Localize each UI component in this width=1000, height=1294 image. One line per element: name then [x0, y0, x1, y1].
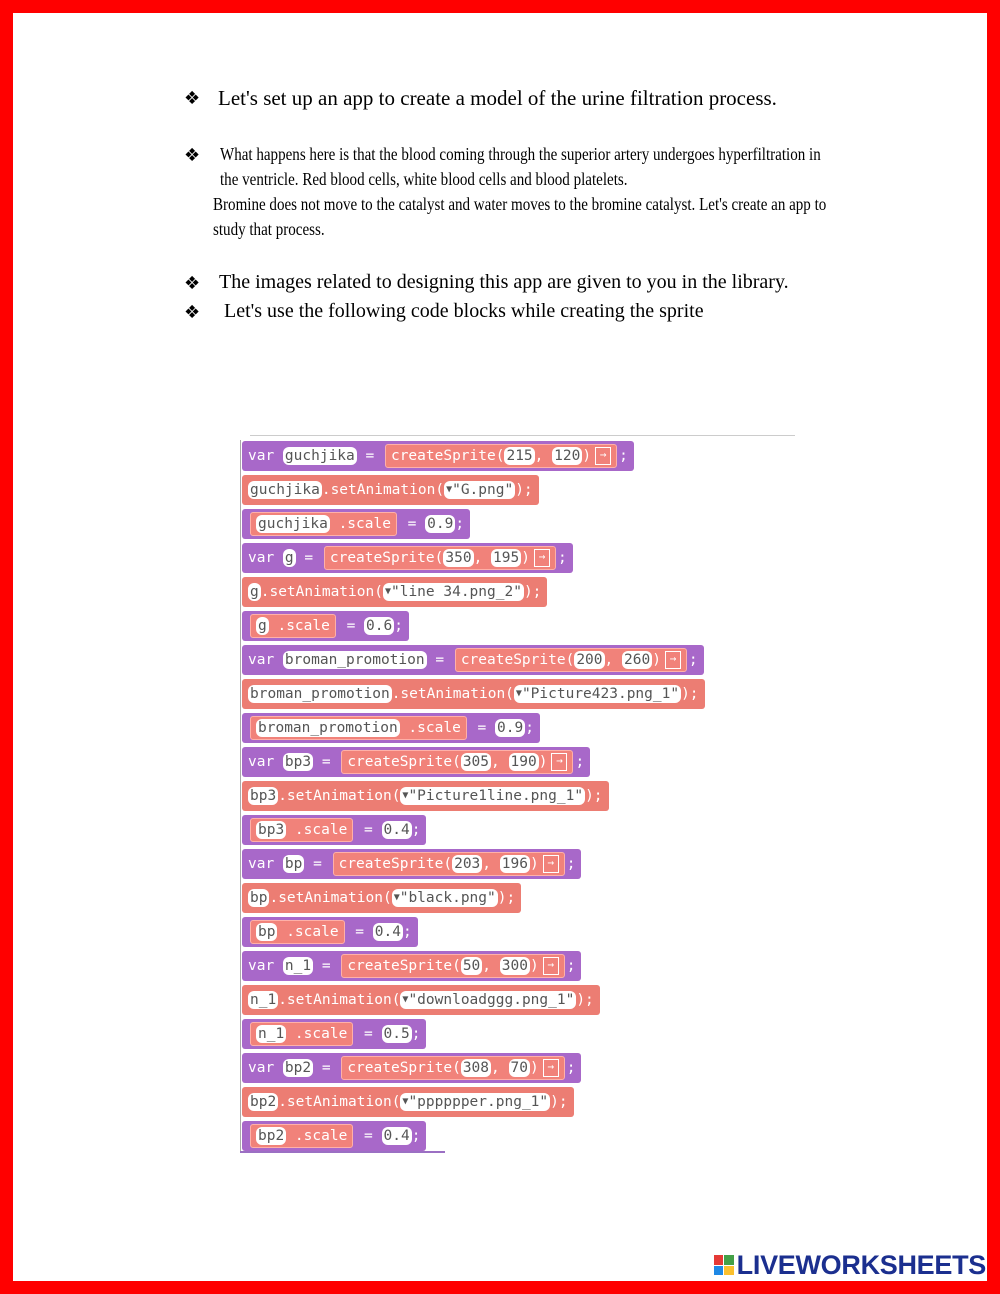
create-sprite-call — [341, 750, 573, 774]
sprite-scale-property — [250, 1022, 353, 1046]
create-sprite-call — [333, 852, 565, 876]
code-token: , — [604, 652, 622, 668]
scale-value-field: 0.4 — [374, 924, 401, 940]
y-value-field: 195 — [493, 550, 520, 566]
code-token: ; — [557, 550, 567, 566]
x-value-field: 203 — [454, 856, 481, 872]
code-token: = — [356, 448, 383, 464]
set-animation-block[interactable] — [242, 1087, 574, 1117]
animation-name: "pppppper.png_1" — [408, 1094, 549, 1110]
set-animation-block[interactable] — [242, 577, 547, 607]
scale-assignment-block[interactable] — [242, 815, 426, 845]
code-token: = — [295, 550, 322, 566]
sprite-scale-property — [250, 1124, 353, 1148]
code-token: = — [468, 720, 495, 736]
scale-assignment-block[interactable] — [242, 509, 470, 539]
code-token: .scale — [399, 720, 461, 736]
code-token: .scale — [277, 924, 339, 940]
scale-value-field: 0.4 — [383, 822, 410, 838]
code-token: = — [426, 652, 453, 668]
code-token: var — [248, 958, 283, 974]
code-token: = — [355, 1026, 382, 1042]
sprite-name-field: bp2 — [250, 1094, 277, 1110]
x-value-field: 350 — [445, 550, 472, 566]
dropdown-arrow-icon: ▼ — [515, 688, 522, 699]
animation-name: "line 34.png_2" — [390, 584, 522, 600]
sprite-scale-property — [250, 614, 336, 638]
sprite-name-field: n_1 — [250, 992, 277, 1008]
y-value-field: 70 — [510, 1060, 528, 1076]
create-sprite-call — [341, 954, 564, 978]
code-token: ) — [529, 1060, 539, 1076]
code-token: .setAnimation( — [278, 1094, 401, 1110]
sprite-name-field: bp3 — [258, 822, 285, 838]
sprite-scale-property — [250, 920, 345, 944]
code-token: var — [248, 652, 283, 668]
code-token: createSprite( — [460, 652, 575, 668]
sprite-name-field: bp3 — [250, 788, 277, 804]
code-token: ; — [411, 1026, 421, 1042]
animation-dropdown — [400, 787, 585, 805]
code-token: = — [346, 924, 373, 940]
logo-square — [714, 1255, 724, 1265]
var-create-sprite-block[interactable] — [242, 951, 581, 981]
code-token: ); — [515, 482, 533, 498]
code-token: ; — [575, 754, 585, 770]
code-token: = — [398, 516, 426, 532]
x-value-field: 200 — [576, 652, 603, 668]
var-create-sprite-block[interactable] — [242, 747, 590, 777]
code-token: ); — [681, 686, 699, 702]
animation-dropdown — [383, 583, 524, 601]
arrow-button-icon: → — [543, 855, 559, 873]
sprite-scale-property — [250, 716, 467, 740]
code-token: .setAnimation( — [278, 788, 401, 804]
liveworksheets-logo-icon — [714, 1255, 734, 1275]
code-token: var — [248, 856, 283, 872]
scale-value-field: 0.4 — [383, 1128, 410, 1144]
sprite-name-field: bp — [258, 924, 276, 940]
sprite-name-field: n_1 — [258, 1026, 285, 1042]
var-create-sprite-block[interactable] — [242, 645, 704, 675]
code-token: ; — [394, 618, 403, 634]
scale-value-field: 0.5 — [383, 1026, 410, 1042]
code-token: ; — [688, 652, 698, 668]
animation-name: "Picture423.png_1" — [521, 686, 680, 702]
animation-dropdown — [400, 1093, 550, 1111]
code-token: .setAnimation( — [260, 584, 383, 600]
create-sprite-call — [341, 1056, 564, 1080]
scale-assignment-block[interactable] — [242, 1019, 426, 1049]
code-token: = — [313, 1060, 340, 1076]
sprite-name-field: broman_promotion — [250, 686, 390, 702]
scale-assignment-block[interactable] — [242, 917, 418, 947]
code-token: var — [248, 754, 283, 770]
y-value-field: 260 — [623, 652, 651, 668]
dropdown-arrow-icon: ▼ — [446, 484, 453, 495]
arrow-button-icon: → — [551, 753, 567, 771]
sprite-name-field: bp2 — [258, 1128, 285, 1144]
code-token: .scale — [286, 822, 348, 838]
sprite-name-field: bp — [250, 890, 268, 906]
arrow-button-icon: → — [543, 1059, 559, 1077]
diamond-bullet-icon: ❖ — [184, 273, 201, 294]
code-token: .scale — [286, 1128, 348, 1144]
animation-dropdown — [400, 991, 576, 1009]
code-token: ); — [523, 584, 542, 600]
code-token: ); — [550, 1094, 568, 1110]
var-create-sprite-block[interactable] — [242, 543, 573, 573]
sprite-name-field: guchjika — [250, 482, 320, 498]
code-token: createSprite( — [347, 1060, 461, 1076]
animation-dropdown — [514, 685, 681, 703]
sprite-name-field: broman_promotion — [258, 720, 398, 736]
dropdown-arrow-icon: ▼ — [402, 1096, 409, 1107]
code-token: ; — [402, 924, 412, 940]
code-token: var — [248, 448, 283, 464]
scale-assignment-block[interactable] — [242, 611, 409, 641]
x-value-field: 215 — [506, 448, 533, 464]
var-create-sprite-block[interactable] — [242, 1053, 581, 1083]
variable-name-field: g — [284, 550, 294, 566]
code-token: ); — [585, 788, 603, 804]
arrow-button-icon: → — [543, 957, 559, 975]
code-token: = — [355, 822, 382, 838]
code-token: ) — [538, 754, 548, 770]
sprite-scale-property — [250, 512, 397, 536]
diamond-bullet-icon: ❖ — [184, 302, 201, 323]
code-token: , — [482, 856, 500, 872]
diamond-bullet-icon: ❖ — [184, 145, 201, 166]
code-token: ; — [566, 856, 576, 872]
code-token: ; — [411, 1128, 421, 1144]
sprite-scale-property — [250, 818, 353, 842]
code-token: = — [313, 754, 340, 770]
code-token: ; — [619, 448, 628, 464]
create-sprite-call — [455, 648, 687, 672]
create-sprite-call — [385, 444, 617, 468]
var-create-sprite-block[interactable] — [242, 441, 634, 471]
variable-name-field: bp — [284, 856, 303, 872]
scale-value-field: 0.6 — [366, 618, 393, 634]
x-value-field: 308 — [462, 1060, 490, 1076]
code-token: ; — [566, 1060, 576, 1076]
variable-name-field: broman_promotion — [284, 652, 425, 668]
sprite-name-field: g — [250, 584, 259, 600]
y-value-field: 196 — [501, 856, 528, 872]
animation-name: "black.png" — [399, 890, 496, 906]
code-token: .scale — [268, 618, 330, 634]
x-value-field: 50 — [462, 958, 481, 974]
animation-dropdown — [392, 889, 498, 907]
set-animation-block[interactable] — [242, 883, 521, 913]
scale-assignment-block[interactable] — [242, 1121, 426, 1151]
y-value-field: 120 — [554, 448, 581, 464]
set-animation-block[interactable] — [242, 781, 609, 811]
code-token: createSprite( — [347, 754, 461, 770]
arrow-button-icon: → — [534, 549, 550, 567]
code-token: .setAnimation( — [278, 992, 401, 1008]
code-token: , — [491, 1060, 509, 1076]
animation-name: "Picture1line.png_1" — [408, 788, 584, 804]
code-token: ; — [525, 720, 534, 736]
logo-text: LIVEWORKSHEETS — [736, 1249, 986, 1280]
y-value-field: 190 — [510, 754, 537, 770]
code-token: .setAnimation( — [269, 890, 392, 906]
variable-name-field: guchjika — [284, 448, 355, 464]
code-token: createSprite( — [338, 856, 453, 872]
code-token: = — [304, 856, 331, 872]
code-token: .scale — [329, 516, 391, 532]
diamond-bullet-icon: ❖ — [184, 88, 201, 109]
code-token: ) — [529, 856, 539, 872]
arrow-button-icon: → — [665, 651, 681, 669]
arrow-button-icon: → — [595, 447, 611, 465]
variable-name-field: bp2 — [284, 1060, 312, 1076]
dropdown-arrow-icon: ▼ — [402, 790, 409, 801]
bullet-code-blocks-text: Let's use the following code blocks while creating the sprite — [224, 300, 704, 322]
code-token: ) — [652, 652, 661, 668]
code-token: ) — [529, 958, 539, 974]
set-animation-block[interactable] — [242, 475, 539, 505]
code-token: ; — [566, 958, 576, 974]
dropdown-arrow-icon: ▼ — [393, 892, 400, 903]
set-animation-block[interactable] — [242, 679, 705, 709]
set-animation-block[interactable] — [242, 985, 600, 1015]
variable-name-field: bp3 — [284, 754, 312, 770]
code-token: , — [491, 754, 509, 770]
code-token: createSprite( — [347, 958, 461, 974]
code-area-bottom-edge — [240, 1151, 445, 1153]
code-token: var — [248, 1060, 283, 1076]
bullet-intro-text: Let's set up an app to create a model of the urine filtration process. — [218, 86, 777, 110]
code-token: createSprite( — [390, 448, 505, 464]
sprite-name-field: g — [258, 618, 267, 634]
code-blocks-screenshot — [240, 435, 795, 1151]
code-token: = — [355, 1128, 382, 1144]
logo-square — [714, 1266, 724, 1276]
code-token: = — [313, 958, 340, 974]
code-token: ) — [582, 448, 592, 464]
code-token: ) — [521, 550, 530, 566]
scale-assignment-block[interactable] — [242, 713, 540, 743]
scale-value-field: 0.9 — [497, 720, 524, 736]
description-line-3: Bromine does not move to the catalyst and water moves to the bromine catalyst. Let's create an app to — [213, 194, 827, 214]
code-token: ; — [455, 516, 465, 532]
dropdown-arrow-icon: ▼ — [402, 994, 409, 1005]
code-token: var — [248, 550, 283, 566]
description-line-2: the ventricle. Red blood cells, white blood cells and blood platelets. — [220, 169, 628, 189]
code-token: ); — [497, 890, 516, 906]
code-token: = — [337, 618, 365, 634]
description-line-1: What happens here is that the blood coming through the superior artery undergoes hyperfiltration in — [220, 144, 821, 164]
code-token: ; — [411, 822, 421, 838]
logo-square — [724, 1266, 734, 1276]
code-token: .setAnimation( — [321, 482, 445, 498]
code-token: ); — [576, 992, 594, 1008]
code-token: .setAnimation( — [391, 686, 514, 702]
dropdown-arrow-icon: ▼ — [384, 586, 391, 597]
code-token: , — [482, 958, 500, 974]
description-line-4: study that process. — [213, 219, 325, 239]
code-token: , — [473, 550, 492, 566]
animation-name: "G.png" — [452, 482, 514, 498]
variable-name-field: n_1 — [284, 958, 312, 974]
x-value-field: 305 — [462, 754, 490, 770]
animation-name: "downloadggg.png_1" — [408, 992, 575, 1008]
code-token: , — [534, 448, 553, 464]
y-value-field: 300 — [501, 958, 528, 974]
animation-dropdown — [444, 481, 515, 499]
code-token: createSprite( — [329, 550, 444, 566]
var-create-sprite-block[interactable] — [242, 849, 581, 879]
create-sprite-call — [324, 546, 556, 570]
logo-square — [724, 1255, 734, 1265]
sprite-name-field: guchjika — [258, 516, 328, 532]
bullet-images-text: The images related to designing this app are given to you in the library. — [219, 271, 789, 293]
liveworksheets-logo — [714, 1250, 986, 1280]
scale-value-field: 0.9 — [427, 516, 454, 532]
code-token: .scale — [286, 1026, 348, 1042]
